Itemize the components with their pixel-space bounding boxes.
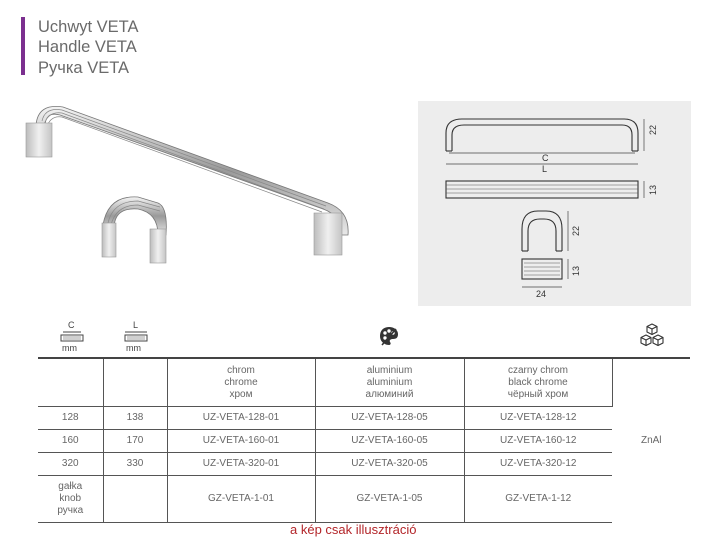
title-accent-bar bbox=[21, 17, 25, 75]
handle-photo bbox=[26, 106, 348, 255]
technical-drawing bbox=[418, 101, 691, 306]
c-value: 320 bbox=[38, 453, 103, 476]
product-code: GZ-VETA-1-05 bbox=[315, 476, 464, 523]
product-code: UZ-VETA-128-05 bbox=[315, 407, 464, 430]
palette-icon bbox=[378, 325, 400, 347]
dim-22-knob: 22 bbox=[571, 225, 581, 236]
table-row bbox=[38, 430, 690, 453]
l-value: 170 bbox=[103, 430, 167, 453]
c-dimension-icon: C mm bbox=[60, 320, 86, 352]
product-code: UZ-VETA-160-01 bbox=[167, 430, 315, 453]
knob-label: gałka knob ручка bbox=[38, 476, 103, 523]
product-code: UZ-VETA-320-12 bbox=[464, 453, 612, 476]
c-value: 160 bbox=[38, 430, 103, 453]
product-code: UZ-VETA-128-12 bbox=[464, 407, 612, 430]
product-photo bbox=[18, 95, 363, 280]
specification-table bbox=[38, 357, 690, 523]
dim-l: L bbox=[542, 164, 548, 174]
finish-header-aluminium: aluminium aluminium алюминий bbox=[315, 358, 464, 407]
table-header-row bbox=[38, 358, 690, 407]
product-code: GZ-VETA-1-12 bbox=[464, 476, 612, 523]
product-code: UZ-VETA-320-05 bbox=[315, 453, 464, 476]
illustration-caption: a kép csak illusztráció bbox=[290, 522, 417, 537]
l-value: 330 bbox=[103, 453, 167, 476]
table-row bbox=[38, 453, 690, 476]
table-row bbox=[38, 407, 690, 430]
product-code: GZ-VETA-1-01 bbox=[167, 476, 315, 523]
l-dimension-icon: L mm bbox=[124, 320, 150, 352]
product-code: UZ-VETA-128-01 bbox=[167, 407, 315, 430]
finish-header-black-chrome: czarny chrom black chrome чёрный хром bbox=[464, 358, 612, 407]
material-cell: ZnAl bbox=[612, 358, 690, 523]
title-polish: Uchwyt VETA bbox=[38, 18, 139, 36]
dim-24: 24 bbox=[536, 289, 547, 299]
product-code: UZ-VETA-160-12 bbox=[464, 430, 612, 453]
dim-c: C bbox=[542, 153, 549, 163]
dim-22-handle: 22 bbox=[648, 124, 658, 135]
dim-13-handle: 13 bbox=[648, 184, 658, 195]
finish-header-chrome: chrom chrome хром bbox=[167, 358, 315, 407]
technical-drawing-panel bbox=[418, 101, 691, 306]
product-code: UZ-VETA-320-01 bbox=[167, 453, 315, 476]
product-code: UZ-VETA-160-05 bbox=[315, 430, 464, 453]
c-value: 128 bbox=[38, 407, 103, 430]
dim-13-knob: 13 bbox=[571, 265, 581, 276]
cubes-icon bbox=[638, 322, 666, 348]
title-russian: Ручка VETA bbox=[38, 59, 130, 77]
title-english: Handle VETA bbox=[38, 38, 137, 56]
table-row-knob bbox=[38, 476, 690, 523]
knob-photo bbox=[102, 197, 166, 263]
l-value: 138 bbox=[103, 407, 167, 430]
